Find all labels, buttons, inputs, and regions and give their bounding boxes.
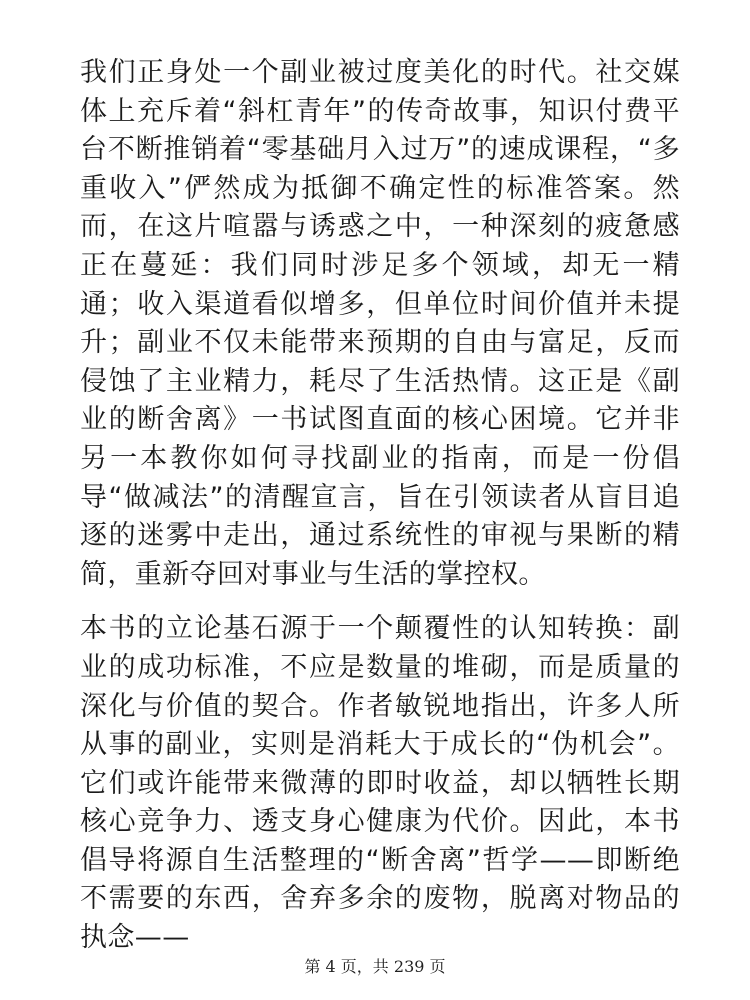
document-body [80, 54, 680, 958]
paragraph-2: 本书的立论基石源于一个颠覆性的认知转换：副业的成功标准，不应是数量的堆砌，而是质量的深化与价值的契合。作者敏锐地指出，许多人所从事的副业，实则是消耗大于成长的“伪机会”。它们或许能带来微薄的即时收益，却以牺牲长期核心竞争力、透支身心健康为代价。因此，本书倡导将源自生活整理的“断舍离”哲学——即断绝不需要的东西，舍弃多余的废物，脱离对物品的执念—— [80, 613, 680, 954]
paragraph-1: 我们正身处一个副业被过度美化的时代。社交媒体上充斥着“斜杠青年”的传奇故事，知识付费平台不断推销着“零基础月入过万”的速成课程，“多重收入”俨然成为抵御不确定性的标准答案。然而，在这片喧嚣与诱惑之中，一种深刻的疲惫感正在蔓延：我们同时涉足多个领域，却无一精通；收入渠道看似增多，但单位时间价值并未提升；副业不仅未能带来预期的自由与富足，反而侵蚀了主业精力，耗尽了生活热情。这正是《副业的断舍离》一书试图直面的核心困境。它并非另一本教你如何寻找副业的指南，而是一份倡导“做减法”的清醒宣言，旨在引领读者从盲目追逐的迷雾中走出，通过系统性的审视与果断的精简，重新夺回对事业与生活的掌控权。 [80, 57, 680, 590]
page-number-footer: 第 4 页，共 239 页 [304, 957, 446, 976]
